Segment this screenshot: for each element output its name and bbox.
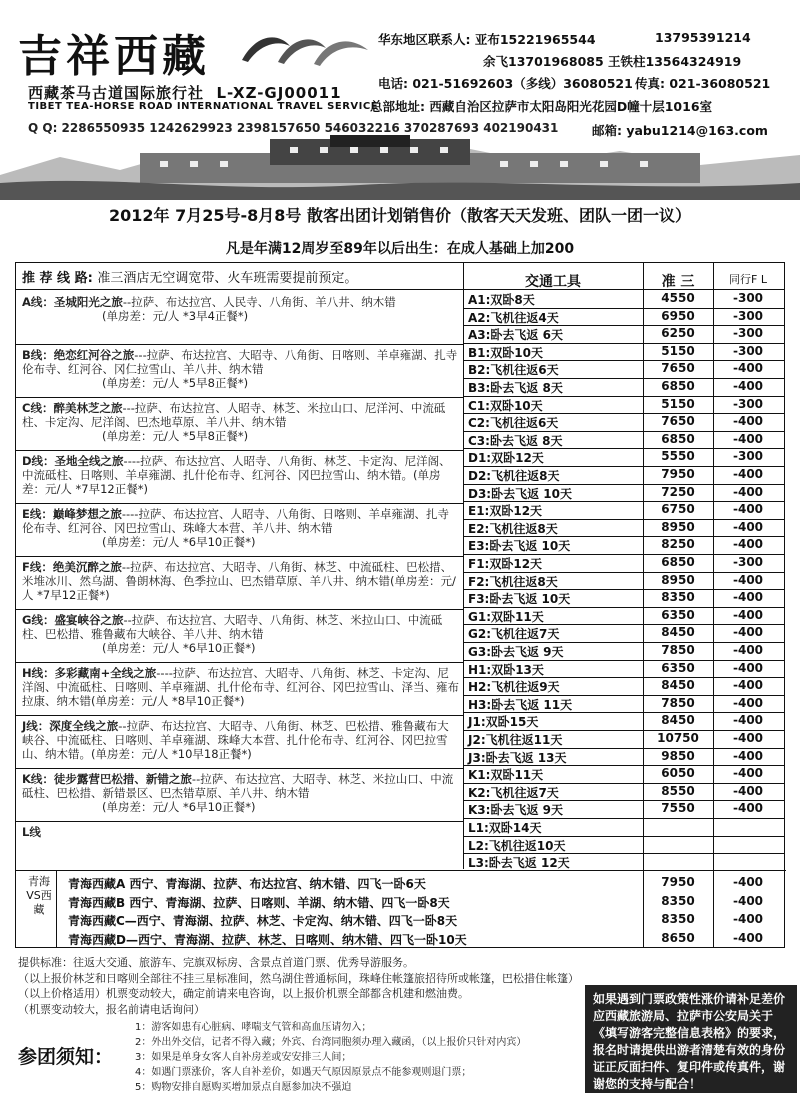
discount-cell: -400	[732, 912, 764, 926]
guide-title: 参团须知：	[18, 1046, 114, 1068]
route-label: 推 荐 线 路:	[22, 271, 93, 286]
discount-cell: -400	[732, 414, 764, 429]
transport-option: K2:飞机往返7天	[468, 785, 559, 800]
transport-option: C1:双卧10天	[468, 398, 543, 413]
transport-option: L1:双卧14天	[468, 821, 542, 835]
qinghai-route: 青海西藏B 西宁、青海湖、拉萨、日喀则、羊湖、纳木错、四飞一卧8天	[68, 895, 450, 910]
discount-cell: -400	[732, 766, 764, 781]
potala-palace-illustration	[0, 135, 800, 200]
price-cell: 5150	[661, 343, 695, 358]
discount-cell: -400	[732, 660, 764, 675]
price-table	[15, 262, 785, 948]
route-b: B线：绝恋红河谷之旅---拉萨、布达拉宫、大昭寺、八角街、日喀则、羊卓雍湖、扎寺伦布寺、红河谷、冈仁拉雪山、羊八井、纳木错 (单房差：元/人 *5早8正餐*)	[22, 348, 458, 390]
price-cell: 6850	[661, 379, 695, 393]
price-cell: 6850	[661, 555, 695, 569]
contact-secondary: 余飞13701968085 王铁柱13564324919	[483, 54, 742, 69]
phone-primary: 13795391214	[655, 30, 751, 45]
price-cell: 8450	[661, 678, 695, 693]
table-divider	[56, 870, 57, 947]
discount-cell: -400	[732, 607, 764, 622]
notice-box: 如果遇到门票政策性涨价请补足差价 应西藏旅游局、拉萨市公安局关于《填写游客完整信息表格》的要求，报名时请提供出游者清楚有效的身份证正反面扫件、复印件或传真件，谢谢您的支持与配合！	[585, 985, 797, 1093]
discount-cell: -400	[732, 484, 764, 499]
route-header	[22, 267, 357, 286]
note-line: （以上报价林芝和日喀则全部往不挂三星标准间，然乌湖住普通标间，珠峰住帐篷旅招待所或帐篷，巴松措住帐篷）	[18, 971, 579, 985]
route-e: E线：巅峰梦想之旅----拉萨、布达拉宫、人昭寺、八角街、日喀则、羊卓雍湖、扎寺伦布寺、红河谷、冈巴拉雪山、珠峰大本营、羊八井、纳木错 (单房差：元/人 *6早10正餐*)	[22, 507, 449, 549]
qq-numbers: Q Q: 2286550935 1242629923 2398157650 546032216 370287693 402190431	[28, 121, 559, 135]
price-cell: 6950	[661, 308, 695, 323]
price-cell: 7250	[661, 484, 695, 499]
transport-option: E1:双卧12天	[468, 504, 543, 519]
transport-option: A3:卧去飞返 6天	[468, 328, 563, 343]
route-f: F线：绝美沉醉之旅--拉萨、布达拉宫、大昭寺、八角街、林芝、中流砥柱、巴松措、米堆冰川、然乌湖、鲁朗林海、色季拉山、巴杰错草原、羊八井、纳木错(单房差：元/人 *7早12正餐*)	[22, 560, 456, 602]
discount-cell: -300	[732, 343, 764, 358]
discount-cell: -400	[732, 731, 764, 745]
discount-cell: -400	[732, 431, 764, 446]
route-k: K线：徒步露营巴松措、新错之旅--拉萨、布达拉宫、大昭寺、林芝、米拉山口、中流砥柱、巴松措、新错景区、巴杰错草原、羊八井、纳木错 (单房差：元/人 *6早10正餐*)	[22, 772, 454, 814]
discount-cell: -300	[732, 326, 764, 341]
page-subtitle: 凡是年满12周岁至89年以后出生：在成人基础上加200	[225, 241, 575, 257]
agency-name-en: TIBET TEA-HORSE ROAD INTERNATIONAL TRAVEL SERVICE	[28, 101, 379, 112]
discount-cell: -400	[732, 590, 764, 605]
transport-option: D3:卧去飞返 10天	[468, 486, 572, 501]
qinghai-route: 青海西藏A 西宁、青海湖、拉萨、布达拉宫、纳木错、四飞一卧6天	[68, 877, 426, 891]
transport-option: G2:飞机往返7天	[468, 627, 560, 642]
service-notes	[18, 955, 578, 1017]
price-cell: 6750	[661, 502, 695, 517]
price-cell: 7850	[661, 643, 695, 657]
price-cell: 5550	[661, 449, 695, 464]
logo-swoosh-icon	[238, 26, 372, 72]
price-cell: 7550	[661, 801, 695, 816]
price-cell: 6250	[661, 326, 695, 341]
discount-cell: -400	[732, 379, 764, 393]
transport-option: F2:飞机往返8天	[468, 574, 558, 589]
transport-option: D2:飞机往返8天	[468, 469, 560, 483]
transport-option: E2:飞机往返8天	[468, 521, 558, 536]
price-cell: 7850	[661, 695, 695, 710]
price-cell: 10750	[657, 731, 699, 745]
route-h: H线：多彩藏南+全线之旅----拉萨、布达拉宫、大昭寺、八角街、林芝、卡定沟、尼洋阁、中流砥柱、日喀则、羊卓雍湖、扎什伦布寺、红河谷、冈巴拉雪山、泽当、雍布拉康、纳木错(单房差：元/人 *8早10正餐*)	[22, 666, 459, 708]
guide-item: 3：如果是单身女客人自补房差或安安排三人间；	[135, 1052, 352, 1063]
guide-item: 4：如遇门票涨价，客人自补差价，如遇天气原因原景点不能参观则退门票；	[135, 1067, 472, 1078]
transport-option: H3:卧去飞返 11天	[468, 697, 573, 712]
price-cell: 7650	[661, 414, 695, 429]
price-cell: 7650	[661, 361, 695, 376]
qinghai-route: 青海西藏D—西宁、青海湖、拉萨、林芝、日喀则、纳木错、四飞一卧10天	[68, 932, 467, 947]
price-cell: 8350	[661, 912, 695, 926]
agency-name-cn: 西藏茶马古道国际旅行社	[28, 84, 205, 102]
price-cell: 6850	[661, 431, 695, 446]
transport-option: K3:卧去飞返 9天	[468, 803, 563, 818]
price-cell: 6050	[661, 766, 695, 781]
discount-cell: -400	[732, 643, 764, 657]
header	[0, 0, 800, 200]
discount-cell: -300	[732, 555, 764, 569]
page-title: 2012年 7月25号-8月8号 散客出团计划销售价（散客天天发班、团队一团一议）	[109, 206, 691, 225]
discount-cell: -400	[732, 361, 764, 376]
transport-option: H1:双卧13天	[468, 662, 544, 677]
discount-cell: -300	[732, 308, 764, 323]
transport-option: E3:卧去飞返 10天	[468, 539, 571, 554]
note-line: 提供标准：往返大交通、旅游车、完旗双标房、含景点首道门票、优秀导游服务。	[18, 956, 414, 969]
note-line: （以上价格适用）机票变动较大，确定前请来电咨询，以上报价机票全部都含机建和燃油费。	[18, 987, 469, 1000]
guide-item: 1：游客如患有心脏病、哮喘支气管和高血压请勿入；	[135, 1022, 372, 1033]
qinghai-route: 青海西藏C—西宁、青海湖、拉萨、林芝、卡定沟、纳木错、四飞一卧8天	[68, 914, 458, 928]
price-cell: 4550	[661, 291, 695, 305]
price-cell: 5150	[661, 396, 695, 411]
transport-option: C3:卧去飞返 8天	[468, 433, 563, 448]
discount-cell: -400	[732, 930, 764, 945]
hq-address: 总部地址: 西藏自治区拉萨市太阳岛阳光花园D幢十层1016室	[370, 99, 713, 114]
discount-cell: -400	[732, 625, 764, 640]
transport-option: K1:双卧11天	[468, 768, 544, 783]
price-cell: 6350	[661, 607, 695, 622]
transport-option: L3:卧去飞返 12天	[468, 856, 570, 871]
table-divider	[463, 263, 464, 869]
col-price: 准 三	[661, 274, 695, 290]
discount-cell: -400	[732, 519, 764, 534]
discount-cell: -400	[732, 502, 764, 517]
transport-option: C2:飞机往返6天	[468, 416, 559, 431]
guide-item: 2：外出外交信，记者不得入藏；外宾、台湾同胞须办理入藏函，（以上报价只针对内宾）	[135, 1037, 527, 1048]
discount-cell: -300	[732, 291, 764, 305]
discount-cell: -400	[732, 695, 764, 710]
price-cell: 8350	[661, 893, 695, 908]
price-cell: 8950	[661, 572, 695, 587]
note-line: （机票变动较大，报名前请电话询问）	[18, 1002, 205, 1016]
transport-option: A1:双卧8天	[468, 293, 535, 307]
route-g: G线：盛宴峡谷之旅--拉萨、布达拉宫、大昭寺、八角街、林芝、米拉山口、中流砥柱、巴松措、雅鲁藏布大峡谷、羊八井、纳木错 (单房差：元/人 *6早10正餐*)	[22, 613, 443, 655]
guide-item: 5：购物安排自愿购买增加景点自愿参加决不强迫	[135, 1082, 352, 1093]
route-j: J线：深度全线之旅--拉萨、布达拉宫、大昭寺、八角街、林芝、巴松措、雅鲁藏布大峡谷、中流砥柱、日喀则、羊卓雍湖、珠峰大本营、扎什伦布寺、红河谷、冈巴拉雪山、纳木错。(单房差：元/人 *10早18正餐*)	[22, 719, 449, 761]
price-cell: 8450	[661, 713, 695, 728]
discount-cell: -400	[732, 893, 764, 908]
transport-option: G1:双卧11天	[468, 609, 544, 624]
price-cell: 8650	[661, 930, 695, 945]
email: 邮箱: yabu1214@163.com	[592, 123, 768, 138]
route-c: C线：醉美林芝之旅---拉萨、布达拉宫、人昭寺、林芝、米拉山口、尼洋河、中流砥柱、卡定沟、尼洋阁、巴杰地草原、羊八井、纳木错 (单房差：元/人 *5早8正餐*)	[22, 401, 446, 443]
discount-cell: -400	[732, 713, 764, 728]
route-a: A线：圣城阳光之旅--拉萨、布达拉宫、人民寺、八角街、羊八井、纳木错 (单房差：元/人 *3早4正餐*)	[22, 295, 396, 323]
transport-option: F3:卧去飞返 10天	[468, 592, 571, 607]
guide-list	[135, 1020, 580, 1095]
route-note: 准三酒店无空调宽带、火车班需要提前预定。	[97, 271, 358, 286]
price-cell: 8350	[661, 590, 695, 605]
discount-cell: -300	[732, 449, 764, 464]
transport-option: J3:卧去飞返 13天	[468, 750, 567, 765]
discount-cell: -300	[732, 396, 764, 411]
price-cell: 8250	[661, 537, 695, 552]
fax: 传真: 021-36080521	[635, 76, 771, 91]
transport-option: H2:飞机往返9天	[468, 680, 560, 695]
price-cell: 9850	[661, 748, 695, 763]
discount-cell: -400	[732, 801, 764, 816]
agency-license: L-XZ-GJ00011	[216, 84, 342, 102]
discount-cell: -400	[732, 678, 764, 693]
discount-cell: -400	[732, 783, 764, 798]
transport-option: G3:卧去飞返 9天	[468, 645, 564, 659]
tel: 电话: 021-51692603（多线）36080521	[378, 76, 633, 91]
route-d: D线：圣地全线之旅----拉萨、布达拉宫、人昭寺、八角街、林芝、卡定沟、尼洋阁、中流砥柱、日喀则、羊卓雍湖、扎什伦布寺、红河谷、冈巴拉雪山、纳木错。(单房差：元/人 *7早12正餐*)	[22, 454, 451, 496]
discount-cell: -400	[732, 875, 764, 889]
price-cell: 8950	[661, 519, 695, 534]
qinghai-label: 青海VS西藏	[26, 875, 52, 916]
price-cell: 8550	[661, 783, 695, 798]
transport-option: B1:双卧10天	[468, 345, 543, 360]
east-contact: 华东地区联系人: 亚布15221965544	[378, 32, 596, 47]
agency-name	[28, 82, 342, 103]
transport-option: J2:飞机往返11天	[468, 733, 563, 747]
discount-cell: -400	[732, 748, 764, 763]
discount-cell: -400	[732, 537, 764, 552]
col-transport: 交通工具	[525, 274, 581, 290]
transport-option: D1:双卧12天	[468, 451, 544, 466]
price-cell: 7950	[661, 467, 695, 481]
brand-title: 吉祥西藏	[18, 31, 210, 82]
discount-cell: -400	[732, 572, 764, 587]
transport-option: L2:飞机往返10天	[468, 838, 566, 853]
transport-option: J1:双卧15天	[468, 715, 539, 730]
price-cell: 7950	[661, 875, 695, 889]
transport-option: F1:双卧12天	[468, 557, 543, 571]
discount-cell: -400	[732, 467, 764, 481]
transport-option: A2:飞机往返4天	[468, 310, 559, 325]
col-discount: 同行F L	[729, 273, 767, 286]
transport-option: B2:飞机往返6天	[468, 363, 559, 378]
price-cell: 6350	[661, 660, 695, 675]
route-l: L线	[22, 825, 41, 839]
transport-option: B3:卧去飞返 8天	[468, 381, 563, 395]
price-cell: 8450	[661, 625, 695, 640]
